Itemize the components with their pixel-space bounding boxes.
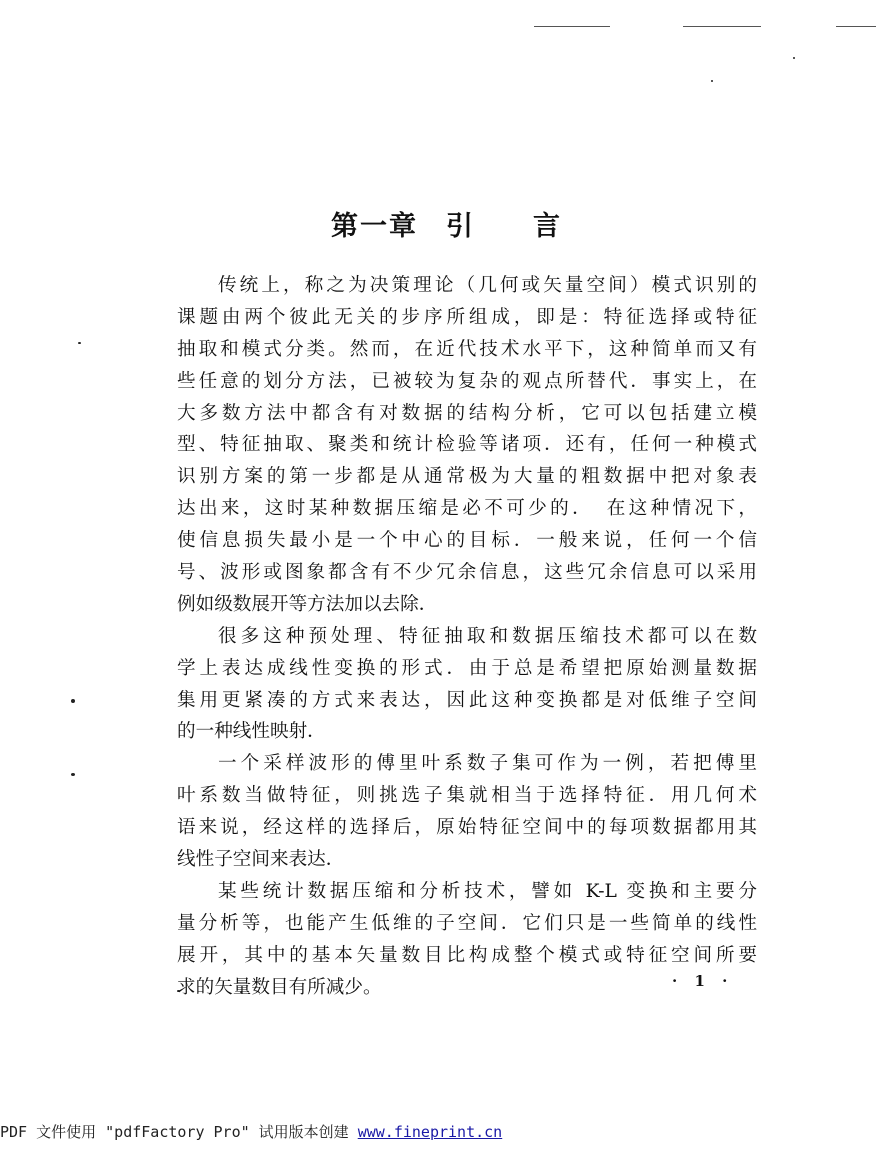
- scan-rule-1: [534, 26, 610, 27]
- text-line: 号、波形或图象都含有不少冗余信息，这些冗余信息可以采用: [177, 562, 757, 584]
- page-number: · 1 ·: [672, 972, 734, 990]
- text-line: 展开，其中的基本矢量数目比构成整个模式或特征空间所要: [177, 944, 757, 966]
- text-line: 叶系数当做特征，则挑选子集就相当于选择特征．用几何术: [177, 785, 757, 807]
- paragraph: [177, 748, 757, 876]
- text-line: 抽取和模式分类。然而，在近代技术水平下，这种简单而又有: [177, 338, 757, 360]
- chapter-word-1: 引: [446, 211, 475, 242]
- text-line: 使信息损失最小是一个中心的目标．一般来说，任何一个信: [177, 530, 757, 552]
- chapter-word-2: 言: [533, 211, 562, 242]
- pdf-footer: [0, 1121, 502, 1142]
- text-line: 集用更紧凑的方式来表达，因此这种变换都是对低维子空间: [177, 689, 757, 711]
- text-line: 很多这种预处理、特征抽取和数据压缩技术都可以在数: [218, 625, 757, 647]
- scan-speck: [71, 699, 75, 703]
- text-line: 量分析等，也能产生低维的子空间．它们只是一些简单的线性: [177, 912, 757, 934]
- body-text: [177, 270, 757, 1003]
- scan-rule-2: [683, 26, 761, 27]
- text-line: 例如级数展开等方法加以去除．: [177, 593, 438, 615]
- text-line: 传统上，称之为决策理论（几何或矢量空间）模式识别的: [218, 275, 757, 296]
- chapter-number: 第一章: [331, 211, 418, 242]
- scan-speck: [78, 342, 81, 344]
- text-line: 大多数方法中都含有对数据的结构分析，它可以包括建立模: [177, 402, 757, 424]
- chapter-title: [0, 204, 893, 243]
- text-line: 语来说，经这样的选择后，原始特征空间中的每项数据都用其: [177, 817, 757, 839]
- text-line: 识别方案的第一步都是从通常极为大量的粗数据中把对象表: [177, 466, 757, 488]
- paragraph: [177, 270, 757, 621]
- text-line: 求的矢量数目有所减少。: [177, 976, 382, 998]
- text-line: 某些统计数据压缩和分析技术，譬如 K-L 变换和主要分: [218, 880, 757, 902]
- text-line: 达出来，这时某种数据压缩是必不可少的． 在这种情况下，: [177, 498, 757, 520]
- text-line: 的一种线性映射．: [177, 721, 326, 743]
- text-line: 些任意的划分方法，已被较为复杂的观点所替代．事实上，在: [177, 370, 757, 392]
- text-line: 一个采样波形的傅里叶系数子集可作为一例，若把傅里: [218, 753, 757, 775]
- footer-link[interactable]: www.fineprint.cn: [357, 1123, 503, 1141]
- text-line: 型、特征抽取、聚类和统计检验等诸项．还有，任何一种模式: [177, 434, 757, 456]
- footer-text: PDF 文件使用 "pdfFactory Pro" 试用版本创建: [0, 1123, 358, 1141]
- scan-speck: [793, 57, 795, 59]
- scan-speck: [711, 80, 713, 82]
- text-line: 学上表达成线性变换的形式．由于总是希望把原始测量数据: [177, 657, 757, 679]
- text-line: 课题由两个彼此无关的步序所组成，即是：特征选择或特征: [177, 306, 757, 328]
- paragraph: [177, 876, 757, 1004]
- scan-rule-3: [836, 26, 876, 27]
- paragraph: [177, 621, 757, 749]
- text-line: 线性子空间来表达．: [177, 849, 345, 871]
- scan-speck: [71, 773, 75, 776]
